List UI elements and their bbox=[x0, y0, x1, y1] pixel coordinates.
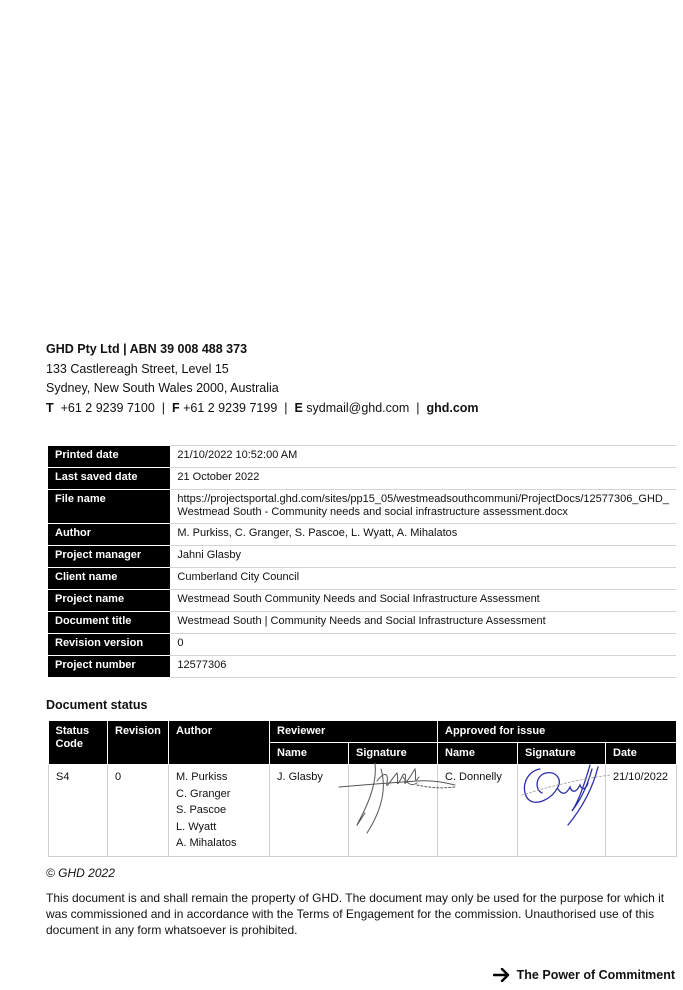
reviewer-signature-image bbox=[337, 759, 457, 839]
meta-label: Document title bbox=[48, 612, 170, 634]
meta-value: 0 bbox=[170, 634, 676, 656]
status-code-cell: S4 bbox=[49, 765, 108, 857]
meta-value: 12577306 bbox=[170, 656, 676, 678]
date-cell: 21/10/2022 bbox=[606, 765, 677, 857]
separator: | bbox=[416, 400, 420, 415]
author-name: A. Mihalatos bbox=[176, 837, 237, 849]
status-header-row bbox=[49, 721, 677, 743]
author-name: M. Purkiss bbox=[176, 771, 228, 783]
author-name: S. Pascoe bbox=[176, 804, 227, 816]
document-status-title: Document status bbox=[46, 698, 148, 712]
meta-label: File name bbox=[48, 490, 170, 524]
copyright: © GHD 2022 bbox=[46, 866, 115, 880]
separator: | bbox=[284, 400, 288, 415]
address-line-1: 133 Castlereagh Street, Level 15 bbox=[46, 361, 229, 376]
meta-label: Revision version bbox=[48, 634, 170, 656]
meta-value: Jahni Glasby bbox=[170, 546, 676, 568]
approver-name-header: Name bbox=[438, 743, 518, 765]
meta-row bbox=[48, 490, 676, 524]
status-code-header: Status Code bbox=[49, 721, 108, 765]
meta-row bbox=[48, 590, 676, 612]
meta-value: Westmead South Community Needs and Social Infrastructure Assessment bbox=[170, 590, 676, 612]
author-name: L. Wyatt bbox=[176, 820, 217, 833]
meta-value bbox=[170, 490, 676, 524]
status-row bbox=[49, 765, 677, 857]
meta-label: Last saved date bbox=[48, 468, 170, 490]
reviewer-name-header: Name bbox=[270, 743, 349, 765]
meta-label: Printed date bbox=[48, 446, 170, 468]
company-details bbox=[46, 340, 479, 418]
meta-row bbox=[48, 568, 676, 590]
meta-label: Project number bbox=[48, 656, 170, 678]
file-name-line-1: https://projectsportal.ghd.com/sites/pp15_05/westmeadsouthcommuni/ProjectDocs/12577306_GHD_ bbox=[177, 493, 669, 505]
meta-value: 21 October 2022 bbox=[170, 468, 676, 490]
fax-value: +61 2 9239 7199 bbox=[183, 400, 278, 415]
meta-row bbox=[48, 468, 676, 490]
revision-header: Revision bbox=[108, 721, 169, 765]
email-label: E bbox=[294, 400, 303, 415]
meta-row bbox=[48, 524, 676, 546]
meta-value: 21/10/2022 10:52:00 AM bbox=[170, 446, 676, 468]
file-name-line-2: Westmead South - Community needs and social infrastructure assessment.docx bbox=[177, 506, 568, 518]
meta-label: Author bbox=[48, 524, 170, 546]
document-status-table bbox=[48, 721, 677, 857]
disclaimer-paragraph: This document is and shall remain the property of GHD. The document may only be used for the purpose for which it was commissioned and in accordance with the Terms of Engagement for the commission. Unauthorised use of this document in any form whatsoever is prohibited. bbox=[46, 891, 665, 937]
author-name: C. Granger bbox=[176, 787, 231, 800]
website: ghd.com bbox=[426, 400, 479, 415]
approver-name-cell: C. Donnelly bbox=[438, 765, 518, 857]
company-name: GHD Pty Ltd | ABN 39 008 488 373 bbox=[46, 342, 248, 356]
fax-label: F bbox=[171, 400, 180, 415]
approver-signature-header: Signature bbox=[518, 743, 606, 765]
reviewer-signature-header: Signature bbox=[349, 743, 438, 765]
meta-label: Project manager bbox=[48, 546, 170, 568]
reviewer-signature-cell bbox=[349, 765, 438, 857]
document-metadata-table bbox=[48, 445, 676, 678]
meta-row bbox=[48, 656, 676, 678]
email-value: sydmail@ghd.com bbox=[306, 400, 410, 415]
approved-header: Approved for issue bbox=[438, 721, 677, 743]
phone-label: T bbox=[46, 400, 54, 415]
tagline-text: The Power of Commitment bbox=[516, 968, 675, 982]
contact-line bbox=[46, 399, 479, 419]
meta-row bbox=[48, 634, 676, 656]
meta-value: Westmead South | Community Needs and Social Infrastructure Assessment bbox=[170, 612, 676, 634]
author-cell bbox=[169, 765, 270, 857]
footer-tagline bbox=[493, 968, 675, 982]
separator: | bbox=[161, 400, 165, 415]
meta-value: Cumberland City Council bbox=[170, 568, 676, 590]
address-line-2: Sydney, New South Wales 2000, Australia bbox=[46, 381, 279, 395]
arrow-right-icon bbox=[493, 968, 511, 982]
meta-row bbox=[48, 546, 676, 568]
meta-row bbox=[48, 612, 676, 634]
meta-row bbox=[48, 446, 676, 468]
meta-value: M. Purkiss, C. Granger, S. Pascoe, L. Wyatt, A. Mihalatos bbox=[170, 524, 676, 546]
reviewer-header: Reviewer bbox=[270, 721, 438, 743]
approver-signature-cell bbox=[518, 765, 606, 857]
date-header: Date bbox=[606, 743, 677, 765]
meta-label: Client name bbox=[48, 568, 170, 590]
phone-value: +61 2 9239 7100 bbox=[60, 400, 155, 415]
revision-cell: 0 bbox=[108, 765, 169, 857]
meta-label: Project name bbox=[48, 590, 170, 612]
approver-signature-image bbox=[506, 759, 616, 839]
reviewer-name-cell: J. Glasby bbox=[270, 765, 349, 857]
author-header: Author bbox=[169, 721, 270, 765]
